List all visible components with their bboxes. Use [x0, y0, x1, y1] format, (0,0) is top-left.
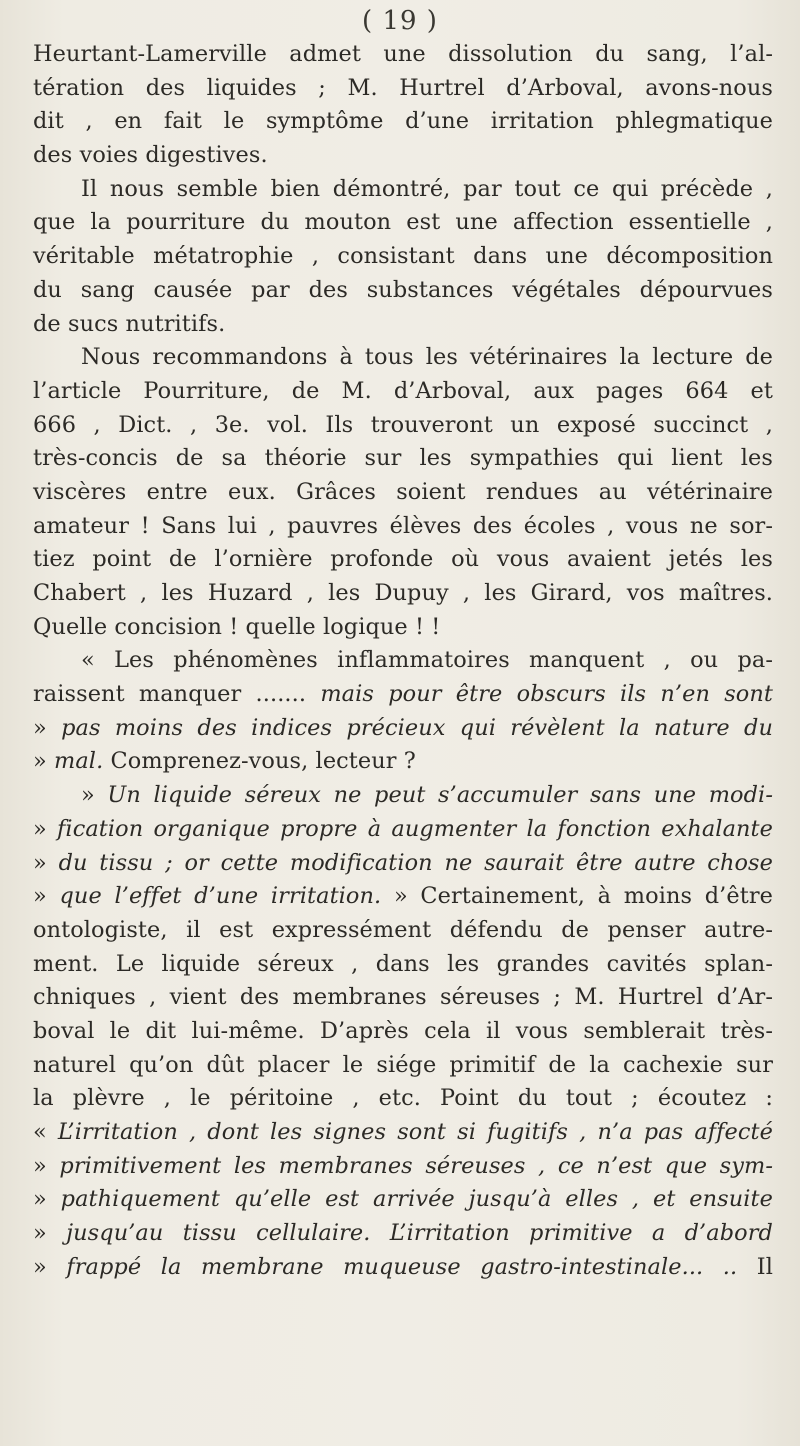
text-segment: » [33, 748, 55, 775]
text-segment: » [33, 849, 59, 876]
text-line [33, 813, 773, 847]
text-line [33, 577, 773, 611]
text-line [33, 678, 773, 712]
text-segment: véritable métatrophie , consistant dans une décomposition [33, 243, 773, 270]
text-segment: Il nous semble bien démontré, par tout ce qui précède , [81, 175, 773, 202]
text-segment: des voies digestives. [33, 142, 268, 169]
text-line [33, 206, 773, 240]
text-segment: naturel qu’on dût placer le siége primitif de la cachexie sur [33, 1051, 773, 1078]
text-segment: boval le dit lui-même. D’après cela il vous semblerait très- [33, 1017, 773, 1044]
italic-text-segment: que l’effet d’une irritation. [59, 883, 382, 910]
text-line [33, 105, 773, 139]
text-segment: amateur ! Sans lui , pauvres élèves des écoles , vous ne sor- [33, 512, 773, 539]
text-line [33, 375, 773, 409]
text-line [33, 779, 773, 813]
body-text [33, 38, 773, 1284]
text-line [33, 712, 773, 746]
text-line [33, 341, 773, 375]
italic-text-segment: pathiquement qu’elle est arrivée jusqu’à elles , et ensuite [60, 1186, 773, 1213]
text-line [33, 476, 773, 510]
text-line [33, 240, 773, 274]
text-segment: « Les phénomènes inflammatoires manquent , ou pa- [81, 647, 773, 674]
text-segment: » [33, 883, 60, 910]
text-segment: ontologiste, il est expressément défendu de penser autre- [33, 916, 773, 943]
text-line [33, 948, 773, 982]
text-segment: viscères entre eux. Grâces soient rendues au vétérinaire [33, 478, 773, 505]
text-line [33, 914, 773, 948]
text-line [33, 442, 773, 476]
text-line [33, 409, 773, 443]
text-segment: raissent manquer ....... [33, 681, 321, 708]
text-line [33, 1183, 773, 1217]
italic-text-segment: frappé la membrane muqueuse gastro-intestinale... .. [66, 1253, 738, 1280]
text-line [33, 847, 773, 881]
text-line [33, 1251, 773, 1285]
text-segment: chniques , vient des membranes séreuses ; M. Hurtrel d’Ar- [33, 984, 773, 1011]
text-segment: tération des liquides ; M. Hurtrel d’Arboval, avons-nous [33, 74, 773, 101]
italic-text-segment: pas moins des indices précieux qui révèlent la nature du [61, 714, 773, 741]
text-segment: du sang causée par des substances végétales dépourvues [33, 276, 773, 303]
text-segment: » [81, 782, 108, 809]
text-segment: » [33, 1253, 67, 1280]
text-segment: » [33, 1152, 60, 1179]
text-segment: Il [737, 1253, 773, 1280]
text-segment: Comprenez-vous, lecteur ? [103, 748, 416, 775]
italic-text-segment: L’irritation , dont les signes sont si fugitifs , n’a pas affecté [57, 1119, 773, 1145]
text-line [33, 1150, 773, 1184]
text-segment: » [33, 1220, 67, 1247]
text-line [33, 72, 773, 106]
text-segment: Chabert , les Huzard , les Dupuy , les Girard, vos maîtres. [33, 580, 773, 606]
text-segment: ment. Le liquide séreux , dans les grandes cavités splan- [33, 950, 773, 977]
text-line [33, 510, 773, 544]
text-segment: « [33, 1119, 58, 1145]
text-line [33, 644, 773, 678]
text-line [33, 880, 773, 914]
text-line [33, 981, 773, 1015]
text-segment: » [33, 815, 58, 842]
text-line [33, 139, 773, 173]
text-line [33, 1015, 773, 1049]
italic-text-segment: mal. [54, 748, 104, 775]
text-segment: que la pourriture du mouton est une affection essentielle , [33, 209, 773, 236]
italic-text-segment: fication organique propre à augmenter la fonction exhalante [57, 815, 773, 842]
italic-text-segment: du tissu ; or cette modification ne saurait être autre chose [58, 849, 773, 876]
text-segment: très-concis de sa théorie sur les sympathies qui lient les [33, 445, 773, 472]
text-segment: 666 , Dict. , 3e. vol. Ils trouveront un exposé succinct , [33, 411, 773, 438]
text-segment: » [33, 1186, 61, 1213]
text-line [33, 274, 773, 308]
text-line [33, 611, 773, 645]
text-line [33, 308, 773, 342]
text-segment: la plèvre , le péritoine , etc. Point du tout ; écoutez : [33, 1085, 773, 1112]
text-segment: Quelle concision ! quelle logique ! ! [33, 613, 441, 640]
text-segment: Heurtant-Lamerville admet une dissolution du sang, l’al- [33, 41, 773, 67]
text-line [33, 1217, 773, 1251]
text-line [33, 1049, 773, 1083]
text-line [33, 745, 773, 779]
text-segment: de sucs nutritifs. [33, 310, 226, 337]
text-line [33, 543, 773, 577]
italic-text-segment: mais pour être obscurs ils n’en sont [320, 681, 774, 708]
text-segment: dit , en fait le symptôme d’une irritation phlegmatique [33, 108, 773, 135]
page-number: ( 19 ) [362, 6, 438, 36]
italic-text-segment: primitivement les membranes séreuses , ce n’est que sym- [59, 1152, 773, 1179]
text-line [33, 1082, 773, 1116]
text-segment: » Certainement, à moins d’être [381, 883, 773, 910]
text-segment: tiez point de l’ornière profonde où vous avaient jetés les [33, 546, 773, 573]
text-segment: Nous recommandons à tous les vétérinaires la lecture de [81, 344, 773, 371]
italic-text-segment: jusqu’au tissu cellulaire. L’irritation primitive a d’abord [66, 1220, 773, 1247]
text-line [33, 38, 773, 72]
text-line [33, 173, 773, 207]
italic-text-segment: Un liquide séreux ne peut s’accumuler sans une modi- [107, 782, 773, 809]
text-segment: l’article Pourriture, de M. d’Arboval, aux pages 664 et [33, 377, 773, 404]
text-line [33, 1116, 773, 1150]
text-segment: » [33, 714, 62, 741]
